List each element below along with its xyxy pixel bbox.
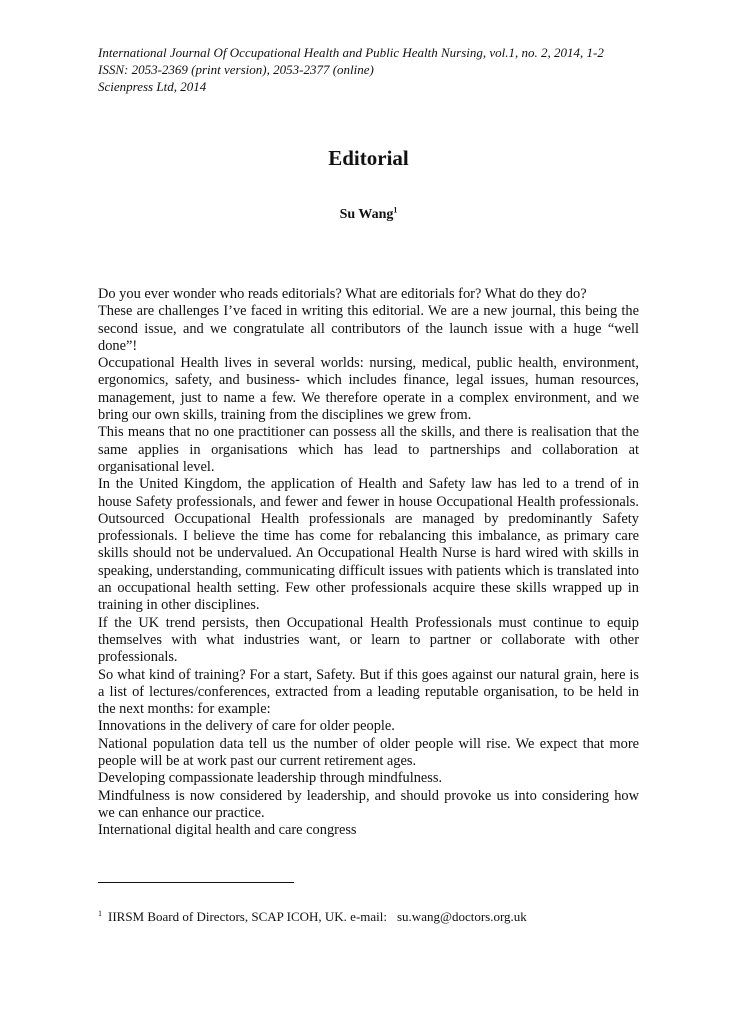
paragraph: If the UK trend persists, then Occupational Health Professionals must continue to equip themselves with what industries want, or learn to partner or collaborate with other professionals. [98,614,639,666]
author-name: Su Wang [339,207,394,222]
footnote-mark: 1 [98,908,102,918]
editorial-body [98,286,639,840]
paragraph: Occupational Health lives in several worlds: nursing, medical, public health, environment, ergonomics, safety, and business- which includes finance, legal issues, human resources, management, just to name a few. We therefore operate in a complex environment, and we bring our own skills, training from the disciplines we grew from. [98,355,639,424]
paragraph: So what kind of training? For a start, Safety. But if this goes against our natural grain, here is a list of lectures/conferences, extracted from a leading reputable organisation, to be held in the next months: for example: [98,666,639,718]
paragraph: National population data tell us the number of older people will rise. We expect that more people will be at work past our current retirement ages. [98,735,639,770]
paragraph: Developing compassionate leadership through mindfulness. [98,770,443,787]
paragraph: This means that no one practitioner can possess all the skills, and there is realisation that the same applies in organisations which has lead to partnerships and collaboration at organisational level. [98,424,639,475]
author-footnote-mark: 1 [393,205,398,215]
paragraph: International digital health and care congress [98,822,357,839]
footnote-divider [98,882,294,883]
page-title: Editorial [328,146,409,170]
paragraph: These are challenges I’ve faced in writing this editorial. We are a new journal, this being the second issue, and we congratulate all contributors of the launch issue with a huge “well done”! [98,303,639,354]
footnote-text: IIRSM Board of Directors, SCAP ICOH, UK. e-mail: [108,909,387,924]
paragraph: In the United Kingdom, the application of Health and Safety law has led to a trend of in house Safety professionals, and fewer and fewer in house Occupational Health professionals. Outsourced Occupational Health professionals are managed by predominantly Safety professionals. I believe the time has come for rebalancing this imbalance, as primary care skills should not be undervalued. An Occupational Health Nurse is hard wired with skills in speaking, understanding, communicating difficult issues with patients which is translated into an occupational health setting. Few other professionals acquire these skills wrapped up in training in other disciplines. [98,476,639,614]
paragraph: Mindfulness is now considered by leadership, and should provoke us into considering how we can enhance our practice. [98,787,639,821]
paragraph: Innovations in the delivery of care for older people. [98,718,395,735]
footnote [98,908,639,925]
footnote-email[interactable]: su.wang@doctors.org.uk [397,909,527,924]
paragraph: Do you ever wonder who reads editorials? What are editorials for? What do they do? [98,286,587,302]
journal-header [98,44,658,95]
journal-citation: International Journal Of Occupational Health and Public Health Nursing, vol.1, no. 2, 2014, 1-2 [98,45,604,60]
journal-publisher: Scienpress Ltd, 2014 [98,79,207,94]
author-line [0,206,737,224]
journal-issn: ISSN: 2053-2369 (print version), 2053-2377 (online) [98,62,374,77]
